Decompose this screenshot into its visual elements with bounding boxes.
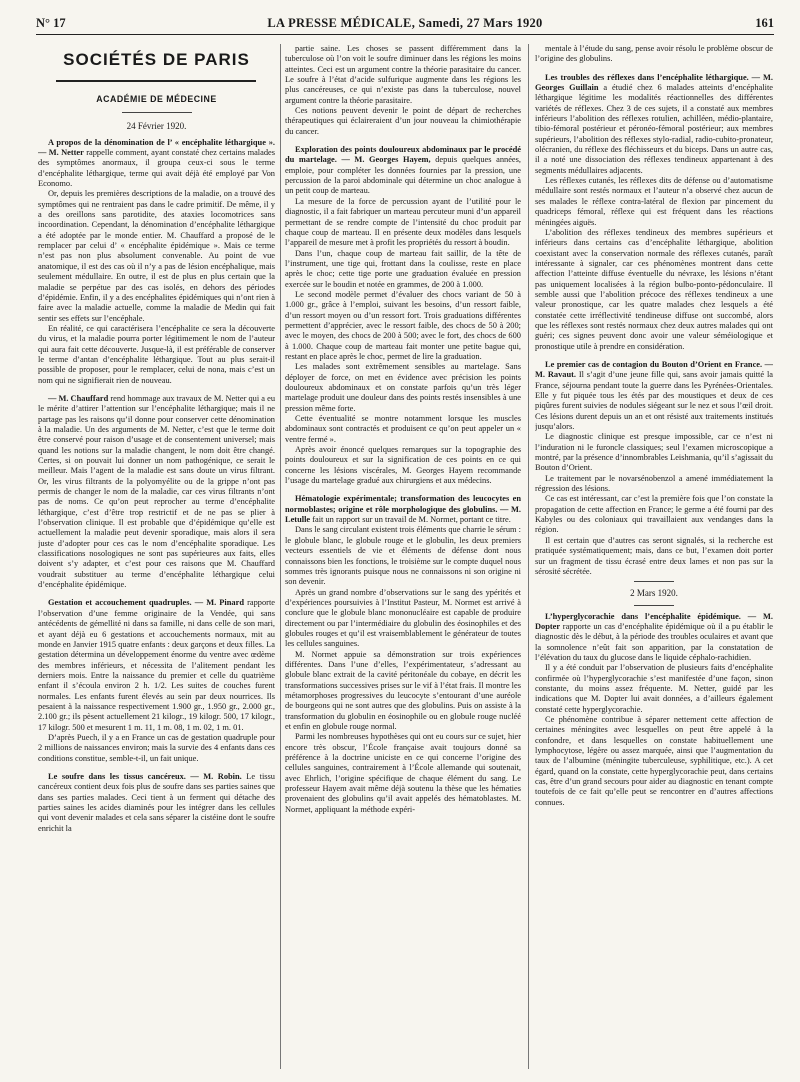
article-lead-paragraph [38,394,275,591]
paragraph-text: Ces notions peuvent devenir le point de départ de recherches thérapeutiques qui éclaireraient d’un jour nouveau la chimiothérapie du cancer. [285,106,521,136]
article-lead-paragraph [535,612,773,664]
paragraph-text: En réalité, ce qui caractérisera l’encéphalite ce sera la découverte du virus, et la maladie pourra porter légitimement le nom de l’auteur qui aura fait cette découverte. Jusque-là, il est préférable de conserver le terme d’antan d’encéphalite léthargique. Tout au plus serait-il possible de proposer, pour le remplacer, celui de nona, mais c’est un nom qui ne signifierait rien de nouveau. [38,323,275,385]
article-spacer [535,65,773,73]
paragraph-text: Il s’agit d’une jeune fille qui, sans avoir jamais quitté la France, séjourna pendant toute la guerre dans les Pyrénées-Orientales. Elle y fut piquée tous les étés par des moustiques et deux de ces piqûres furent suivies de nodules siégeant sur le nez et sous l’œil droit. Ces lésions durent depuis un an et ont résisté aux traitements institués jusqu’alors. [535,370,773,432]
paragraph-text: Ce phénomène contribue à séparer nettement cette affection de certaines méningites avec lesquelles on peut être appelé à la confondre, et dans lesquelles on constate habituellement une lymphocytose, légère ou assez marquée, ainsi que l’augmentation du taux de l’albumine (méningite tuberculeuse, syphilitique, etc.). A cet égard, quand on la constate, cette hyperglycorachie peut, dans certains cas, être d’un grand secours pour aider au diagnostic en tenant compte toutefois de ce fait qu’elle peut se rencontrer en d’autres affections connues. [535,714,773,807]
paragraph-text: rapporte un cas d’encéphalite épidémique où il a pu établir le diagnostic dès le début, à la période des troubles oculaires et avant que la somnolence n’eût fait son apparition, par la constatation de l’élévation du taux du glucose dans le liquide céphalo-rachidien. [535,621,773,662]
column-3-body [535,44,773,577]
paragraph-text: Le traitement par le novarsénobenzol a amené immédiatement la régression des lésions. [535,473,773,494]
paragraph-text: M. Normet appuie sa démonstration sur trois expériences différentes. Dans l’une d’elles, l’expérimentateur, s’adressant au globule blanc extrait de la cavité péritonéale du cobaye, en décrit les transformations successives prises sur le vif à l’état frais. Il montre les métamorphoses progressives du leucocyte s’entourant d’une auréole de bourgeons qui ne sont autres que des globulins. Puis on assiste à la transformation du globulin en éosinophile ou en globule rouge nucléé et enfin en globule rouge normal. [285,649,521,731]
paragraph-text: Les malades sont extrêmement sensibles au martelage. Sans déployer de force, on met en évidence avec précision les points douloureux abdominaux et on constate parfois qu’un très léger martelage produit une douleur dans des points restés insensibles à une pression même forte. [285,362,521,413]
paragraph [535,663,773,715]
paragraph-text: Ce cas est intéressant, car c’est la première fois que l’on constate la propagation de cette affection en France; le germe a été fourni par des Kabyles ou des coloniaux qui travaillaient aux vendanges dans la région. [535,494,773,535]
paragraph-text: Il y a été conduit par l’observation de plusieurs faits d’encéphalite confirmée où l’hyperglycorachie s’est manifestée d’une façon, sinon constante, du moins assez fréquente. M. Netter, guidé par les indications que M. Dopter lui avait données, a d’ailleurs également constaté cette hyperglycorachie. [535,663,773,714]
paragraph [285,290,521,362]
paragraph-text: Le second modèle permet d’évaluer des chocs variant de 50 à 1.000 gr., grâce à l’emploi, suivant les besoins, d’un ressort faible, d’un ressort moyen ou d’un ressort fort. Trois graduations différentes permettent d’apprécier, avec le ressort faible, des chocs de 50 à 200; avec le moyen, des chocs de 200 à 500; avec le fort, des chocs de 600 à 1.000. Chaque coup de marteau fait monter une petite bague qui, restant en place après le choc, permet de lire la graduation. [285,289,521,361]
article-heading: Hématologie expérimentale; transformation des leucocytes en normoblastes; origine et rôle morphologique des globulins. — M. Letulle [285,494,521,525]
paragraph-text: fait un rapport sur un travail de M. Normet, portant ce titre. [310,515,511,525]
paragraph-text: Or, depuis les premières descriptions de la maladie, on a trouvé des symptômes qui ne rentraient pas dans le cadre primitif. De même, il y a des oreillons sans parotidite, des ataxies locomotrices sans incoordination. Cependant, la dénomination d’encéphalite léthargique a été adoptée par le monde entier. M. Chauffard a proposé de le remplacer par celui d’ « encéphalite épidémique ». Mais ce terme n’est pas non plus absolument convenable. Au point de vue anatomique, il est des cas où il n’y a pas de lésion encéphalique, mais seulement médullaire. En outre, il est de plus en plus certain que la maladie se perpétue par des cas isolés, en dehors des périodes d’épidémie. Enfin, il y a des encéphalites épidémiques qui n’ont rien à faire avec la maladie actuelle, comme la maladie de Medin qui fait sentir ses effets sur l’encéphale. [38,189,275,323]
paragraph-text: Les réflexes cutanés, les réflexes dits de défense ou d’automatisme médullaire sont restés normaux et l’auteur n’a observé chez aucun de ses malades le réflexe contra-latéral de flexion par pincement du quadriceps fémoral, réflexe qui est fréquent dans les réactions méningées aiguës. [535,176,773,227]
paragraph [535,536,773,577]
section-divider [56,80,256,82]
article-heading: Les troubles des réflexes dans l’encéphalite léthargique. — M. Georges Guillain [535,72,773,93]
column-3 [535,44,773,1074]
paragraph [285,445,521,486]
paragraph-text: Parmi les nombreuses hypothèses qui ont eu cours sur ce sujet, hier encore très obscur, l’École française avait toujours donné sa préférence à la doctrine uniciste en ce qui concerne l’origine des cellules sanguines, contrairement à l’École allemande qui soutenait, avec Ehrlich, l’origine spécifique de chaque élément du sang. Le professeur Hayem avait même déjà soutenu la thèse que les hématies provenaient des globulins qu’il avait appelés des hématoblastes. M. Normet, appliquant la méthode expéri- [285,732,521,814]
page-number: 161 [755,16,774,30]
paragraph-text: La mesure de la force de percussion ayant de l’utilité pour le diagnostic, il a fait fabriquer un marteau percuteur muni d’un appareil permettant de se rendre compte de l’intensité du choc produit par chaque coup de marteau. Il en présente deux modèles dans lesquels l’appareil de mesure met à profit les propriétés du ressort à boudin. [285,196,521,248]
paragraph [285,650,521,733]
paragraph [285,44,521,106]
paragraph [38,189,275,323]
paragraph-text: a étudié chez 6 malades atteints d’encéphalite léthargique légitime les modalités réactionnelles des différentes variétés de réflexes. Chez 3 de ces sujets, il a constaté aux membres inférieurs l’abolition des réflexes rotulien, achilléen, médio-plantaire, tibio-fémoral postérieur et péronéo-fémoral postérieur; aux membres supérieurs, l’abolition des réflexes stylo-radial, radio-cubito-pronateur, olécranien, du réflexe des fléchisseurs et du biceps. Dans un autre cas, il a noté une dissociation des réflexes tendineux appartenant à des segments médullaires adjacents. [535,83,773,175]
page-header [36,14,774,35]
article-lead-paragraph [285,494,521,525]
article-spacer [38,386,275,394]
paragraph [285,732,521,815]
section-title: SOCIÉTÉS DE PARIS [63,50,250,69]
paragraph-text: rappelle comment, ayant constaté chez certains malades des symptômes anormaux, il groupa ceux-ci sous le terme d’encéphalite léthargique, terme qui avait déjà été employé par Von Economo. [38,148,275,189]
article-spacer [285,137,521,145]
paragraph [285,588,521,650]
paragraph-text: Le diagnostic clinique est presque impossible, car ce n’est ni l’induration ni le furoncle classiques; seul l’examen microscopique a montré, par la présence d’innombrables Leishmania, qu’il s’agissait du Bouton d’Orient. [535,432,773,473]
article-spacer [38,764,275,772]
article-heading: Le premier cas de contagion du Bouton d’Orient en France. — M. Ravaut. [535,359,773,380]
paragraph [535,474,773,495]
date-divider [634,605,674,606]
article-heading: L’hyperglycorachie dans l’encéphalite épidémique. — M. Dopter [535,611,773,631]
column-3-body-continued [535,612,773,809]
session-date: 2 Mars 1920. [630,588,678,599]
article-lead-paragraph [535,73,773,176]
issue-number: N° 17 [36,16,66,30]
academy-heading: ACADÉMIE DE MÉDECINE [96,94,217,104]
paragraph [535,176,773,228]
paragraph [535,44,773,65]
paragraph [285,106,521,137]
paragraph-text: Le tissu cancéreux contient deux fois plus de soufre dans ses parties saines que dans ses parties malades. Ceci tient à un ferment qui détache des parties saines les acides diaminés pour les intégrer dans les cellules qui vont devenir malades et cela sans séparer la cistéine dont le soufre enrichit la [38,771,275,833]
article-heading: Exploration des points douloureux abdominaux par le procédé du martelage. — M. Georges Hayem, [285,145,521,165]
paragraph-text: Après avoir énoncé quelques remarques sur la topographie des points douloureux et sur la signification de ces points en ce qui concerne les lésions viscérales, M. Georges Hayem recommande l’usage du martelage gradué aux chirurgiens et aux médecins. [285,445,521,486]
paragraph-text: Après un grand nombre d’observations sur le sang des ypérités et d’expériences poursuivies à l’Institut Pasteur, M. Normet est arrivé à conclure que le globule blanc mononucléaire est capable de produire directement ou par l’intermédiaire du globulin des éosinophiles et des globules rouges et qu’il est vraisemblablement le générateur de toutes les cellules sanguines. [285,587,521,649]
paragraph [285,249,521,290]
paragraph-text: depuis quelques années, emploie, pour compléter les données fournies par la pression, une percussion de la paroi abdominale qui détermine un choc analogue à un petit coup de marteau. [285,155,521,196]
paragraph-text: Cette éventualité se montre notamment lorsque les muscles abdominaux sont contractés et produisent ce qu’on peut appeler un « ventre fermé ». [285,414,521,444]
date-divider [634,581,674,582]
paragraph [535,494,773,535]
article-lead-paragraph [535,360,773,432]
paragraph-text: Dans le sang circulant existent trois éléments que charrie le sérum : le globule blanc, le globule rouge et le globulin, les deux premiers vecteurs essentiels de vie et éléments de défense dont nous connaissons bien les fonctions, le troisième sur le compte duquel nous sommes très ignorants puisque nous ne connaissons ni son origine ni son devenir. [285,525,521,587]
column-2-body [285,44,521,815]
paragraph [285,197,521,249]
paragraph [285,525,521,587]
article-lead-paragraph [38,772,275,834]
paragraph-text: partie saine. Les choses se passent différemment dans la tuberculose où l’on voit le soufre diminuer dans les régions les moins atteintes. Ceci est un argument contre la théorie parasitaire du cancer. Le soufre à l’état d’acide sulfurique augmente dans les régions les plus cancéreuses, ce qui n’existe pas dans la tuberculose, nouvel argument contre la théorie parasitaire. [285,44,521,105]
paragraph-text: rapporte l’observation d’une femme originaire de la Vendée, qui sans antécédents de gémellité ni dans sa famille, ni dans celle de son mari, et ayant déjà eu 6 gestations et accouchements normaux, mit au monde en Janvier 1915 quatre enfants : deux garçons et deux filles. La gestation détermina un développement énorme du ventre avec œdème des membres inférieurs, et nécessita de l’alitement pendant les derniers mois. Entre la naissance du premier et celle du quatrième enfant il s’écoula environ 2 h. 1/2. Les suites de couches furent normales. Les enfants furent élevés au sein par deux nourrices. Ils pesaient à la naissance respectivement 1.900 gr., 1.950 gr., 2.000 gr., 2.100 gr.; ils pèsent actuellement 21 kilogr., 19 kilogr. 500, 17 kilogr., 17 kilogr. 500 et mesurent 1 m. 11, 1 m. 08, 1 m. 02, 1 m. 01. [38,598,275,732]
paragraph-text: L’abolition des réflexes tendineux des membres supérieurs et inférieurs dans certains cas d’encéphalite léthargique, abolition coexistant avec la conservation normale des réflexes cutanés, paraît intéressante à signaler, car ces phénomènes montrent dans cette affection l’atteinte diffuse éventuelle du névraxe, les lésions n’étant pas uniquement localisées à la région bulbo-ponto-pédonculaire. Il semble aussi que l’abolition précoce des réflexes tendineux a une valeur pronostique, car les quatre malades chez lesquels a été constatée cette irréflectivité tendineuse diffuse ont succombé, alors que les réflexes sont restés normaux chez deux autres malades qui ont guéri; ces signes peuvent donc avoir une valeur séméiologique et pronostique utile à prendre en considération. [535,227,773,351]
article-lead-paragraph [38,598,275,732]
session-date: 24 Février 1920. [126,121,187,132]
article-heading: A propos de la dénomination de l’ « encéphalite léthargique ». — M. Netter [38,137,275,158]
article-spacer [38,590,275,598]
paragraph [535,715,773,808]
paragraph-text: mentale à l’étude du sang, pense avoir résolu le problème obscur de l’origine des globulins. [535,44,773,64]
paragraph-text: rend hommage aux travaux de M. Netter qui a eu le mérite d’attirer l’attention sur l’encéphalite léthargique; mais il ne partage pas les raisons qu’il donne pour conserver cette dénomination à la maladie. Un des arguments de M. Netter, c’est que le terme doit être conservé pour raison d’usage et de consentement universel; mais quand les notions sur la maladie changent, le nom doit être changé. Certes, si on pouvait lui donner un nom pathogénique, ce serait le meilleur. Mais l’agent de la maladie est sans doute un virus filtrant. Or, les virus filtrants de la polyomyélite ou de la grippe n’ont pas permis de changer le nom de la maladie, car ces virus filtrants n’ont pas de noms. Ce qu’on peut reprocher au terme d’encéphalite léthargique, c’est d’être trop restrictif et de ne pas se plier à l’observation clinique. Il est probable que d’épidémique qu’elle est actuellement la maladie peut devenir sporadique, mais alors il sera juste d’adopter pour ces cas le nom d’encéphalite sporadique. Les classifications nosologiques ne sont pas supérieures aux faits, elles doivent s’y adapter, et c’est pour ces raisons que M. Chauffard voudrait substituer au terme d’encéphalite léthargique celui d’encéphalite épidémique. [38,393,275,590]
paragraph-text: Il est certain que d’autres cas seront signalés, si la recherche est pratiquée systématiquement; mais, dans ce but, l’examen doit porter sur un fragment de tissu écrasé entre deux lames et non pas sur la sérosité sécrétée. [535,535,773,576]
article-lead-paragraph [38,138,275,190]
paragraph [285,414,521,445]
column-divider [280,44,281,1069]
article-heading: Le soufre dans les tissus cancéreux. — M. Robin. [48,771,242,781]
column-2 [285,44,521,1074]
paragraph [38,733,275,764]
article-spacer [535,352,773,360]
journal-title: LA PRESSE MÉDICALE, Samedi, 27 Mars 1920 [267,16,543,30]
academy-divider [122,112,192,113]
column-1 [38,44,275,1074]
paragraph [535,432,773,473]
paragraph [535,228,773,352]
article-spacer [285,486,521,494]
article-heading: — M. Chauffard [48,393,109,403]
paragraph-text: Dans l’un, chaque coup de marteau fait saillir, de la tête de l’instrument, une tige qui, frottant dans la coulisse, reste en place après le choc; cette tige porte une graduation évaluée en pression exercée sur le boudin et notée en grammes, de 200 à 1.000. [285,248,521,289]
paragraph [285,362,521,414]
paragraph-text: D’après Puech, il y a en France un cas de gestation quadruple pour 2 millions de naissances environ; mais la survie des 4 enfants dans ces conditions constitue, semble-t-il, un fait unique. [38,732,275,763]
paragraph [38,324,275,386]
column-divider [528,44,529,1069]
article-lead-paragraph [285,145,521,197]
article-heading: Gestation et accouchement quadruples. — M. Pinard [48,598,244,608]
column-1-body [38,138,275,834]
